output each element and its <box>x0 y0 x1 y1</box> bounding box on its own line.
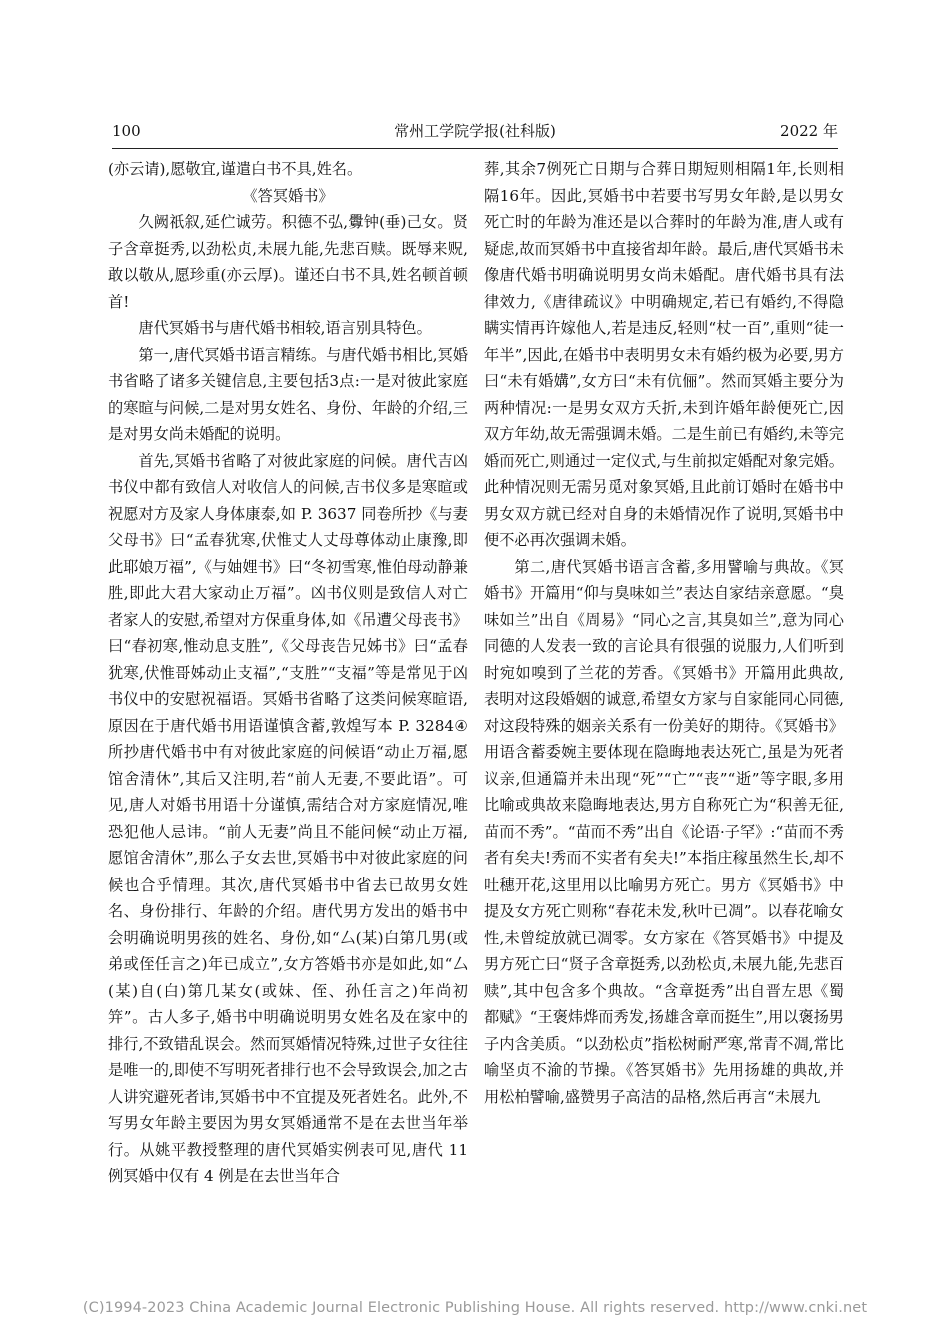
paragraph-continued: 葬,其余7例死亡日期与合葬日期短则相隔1年,长则相隔16年。因此,冥婚书中若要书写男女年龄,是以男女死亡时的年龄为准还是以合葬时的年龄为准,唐人或有疑虑,故而冥婚书中直接省却年龄。最后,唐代冥婚书未像唐代婚书明确说明男女尚未婚配。唐代婚书具有法律效力,《唐律疏议》中明确规定,若已有婚约,不得隐瞒实情再许嫁他人,若是违反,轻则“杖一百”,重则“徒一年半”,因此,在婚书中表明男女未有婚约极为必要,男方曰“未有婚媾”,女方曰“未有伉俪”。然而冥婚主要分为两种情况:一是男女双方夭折,未到许婚年龄便死亡,因双方年幼,故无需强调未婚。二是生前已有婚约,未等完婚而死亡,则通过一定仪式,与生前拟定婚配对象完婚。此种情况则无需另觅对象冥婚,且此前订婚时在婚书中男女双方就已经对自身的未婚情况作了说明,冥婚书中便不必再次强调未婚。 <box>484 160 844 549</box>
paragraph: 首先,冥婚书省略了对彼此家庭的问候。唐代吉凶书仪中都有致信人对收信人的问候,吉书仪多是寒暄或祝愿对方及家人身体康泰,如 P. 3637 同卷所抄《与妻父母书》曰“孟春犹寒,伏惟丈人丈母尊体动止康豫,即此耶娘万福”,《与妯娌书》曰“冬初雪寒,惟伯母动静兼胜,即此大君大家动止万福”。凶书仪则是致信人对亡者家人的安慰,希望对方保重身体,如《吊遭父母丧书》曰“春初寒,惟动息支胜”,《父母丧告兄姊书》曰“孟春犹寒,伏惟哥姊动止支福”,“支胜”“支福”等是常见于凶书仪中的安慰祝福语。冥婚书省略了这类问候寒暄语,原因在于唐代婚书用语谨慎含蓄,敦煌写本 P. 3284④所抄唐代婚书中有对彼此家庭的问候语“动止万福,愿馆舍清休”,其后又注明,若“前人无妻,不要此语”。可见,唐人对婚书用语十分谨慎,需结合对方家庭情况,唯恐犯他人忌讳。“前人无妻”尚且不能问候“动止万福,愿馆舍清休”,那么子女去世,冥婚书中对彼此家庭的问候也合乎情理。其次,唐代冥婚书中省去已故男女姓名、身份排行、年龄的介绍。唐代男方发出的婚书中会明确说明男孩的姓名、身份,如“厶(某)白第几男(或弟或侄任言之)年已成立”,女方答婚书亦是如此,如“厶(某)自(白)第几某女(或妹、侄、孙任言之)年尚初笄”。古人多子,婚书中明确说明男女姓名及在家中的排行,不致错乱误会。然而冥婚情况特殊,过世子女往往是唯一的,即使不写明死者排行也不会导致误会,加之古人讲究避死者讳,冥婚书中不宜提及死者姓名。此外,不写男女年龄主要因为男女冥婚通常不是在去世当年举行。从姚平教授整理的唐代冥婚实例表可见,唐代 11 例冥婚中仅有 4 例是在去世当年合 <box>108 451 468 1185</box>
left-column <box>108 156 468 1190</box>
paragraph: 久阙祇叙,延伫诚劳。积德不弘,釁钟(垂)己女。贤子含章挺秀,以劲松贞,未展九能,先悲百赎。既辱来贶,敢以敬从,愿珍重(亦云厚)。谨还白书不具,姓名顿首顿首! <box>108 213 468 311</box>
copyright-footer: (C)1994-2023 China Academic Journal Electronic Publishing House. All rights reserved. http://www.cnki.net <box>82 1300 868 1316</box>
paragraph: 第二,唐代冥婚书语言含蓄,多用譬喻与典故。《冥婚书》开篇用“仰与臭味如兰”表达自家结亲意愿。“臭味如兰”出自《周易》“同心之言,其臭如兰”,意为同心同德的人发表一致的言论具有很强的说服力,人们听到时宛如嗅到了兰花的芳香。《冥婚书》开篇用此典故,表明对这段婚姻的诚意,希望女方家与自家能同心同德,对这段特殊的姻亲关系有一份美好的期待。《冥婚书》用语含蓄委婉主要体现在隐晦地表达死亡,虽是为死者议亲,但通篇并未出现“死”“亡”“丧”“逝”等字眼,多用比喻或典故来隐晦地表达,男方自称死亡为“积善无征,苗而不秀”。“苗而不秀”出自《论语·子罕》:“苗而不秀者有矣夫!秀而不实者有矣夫!”本指庄稼虽然生长,却不吐穗开花,这里用以比喻男方死亡。男方《冥婚书》中提及女方死亡则称“春花未发,秋叶已凋”。以春花喻女性,未曾绽放就已凋零。女方家在《答冥婚书》中提及男方死亡曰“贤子含章挺秀,以劲松贞,未展九能,先悲百赎”,其中包含多个典故。“含章挺秀”出自晋左思《蜀都赋》“王褒炜烨而秀发,扬雄含章而挺生”,用以褒扬男子内含美质。“以劲松贞”指松树耐严寒,常青不凋,常比喻坚贞不渝的节操。《答冥婚书》先用扬雄的典故,并用松柏譬喻,盛赞男子高洁的品格,然后再言“未展九 <box>484 557 844 1106</box>
paragraph-continued: (亦云请),愿敬宜,谨遣白书不具,姓名。 <box>108 160 363 178</box>
paragraph: 唐代冥婚书与唐代婚书相较,语言别具特色。 <box>138 319 432 337</box>
header-rule <box>112 148 838 149</box>
page-number: 100 <box>112 122 141 140</box>
section-title-reply-letter: 《答冥婚书》 <box>242 186 334 205</box>
right-column <box>484 156 844 1110</box>
running-header <box>112 118 838 144</box>
publication-year: 2022 年 <box>780 122 838 140</box>
journal-title: 常州工学院学报(社科版) <box>394 122 556 140</box>
paragraph: 第一,唐代冥婚书语言精练。与唐代婚书相比,冥婚书省略了诸多关键信息,主要包括3点:一是对彼此家庭的寒暄与问候,二是对男女姓名、身份、年龄的介绍,三是对男女尚未婚配的说明。 <box>108 345 468 443</box>
